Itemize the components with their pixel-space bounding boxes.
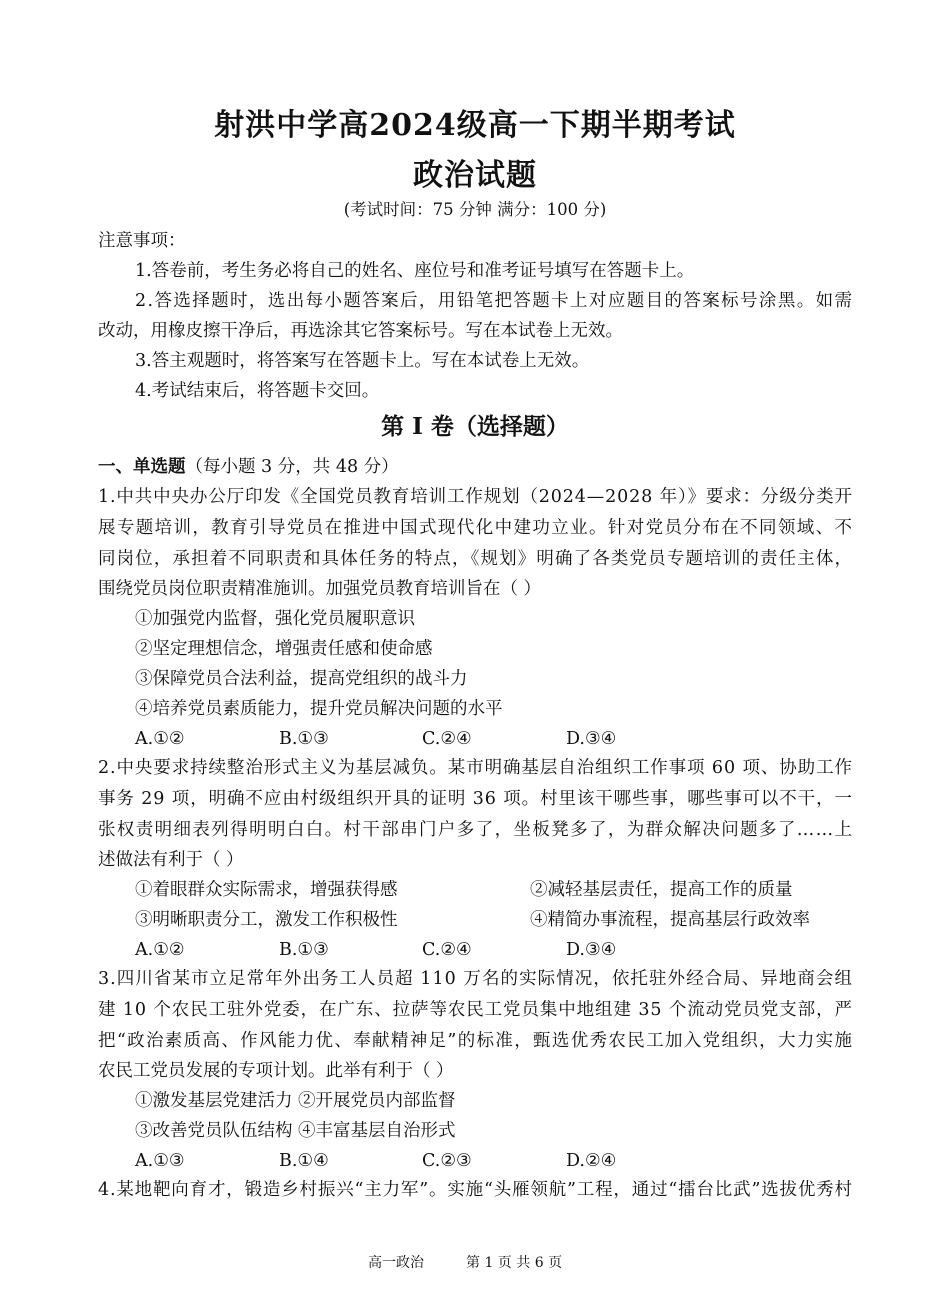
question-3-line: 农民工党员发展的专项计划。此举有利于（ ） bbox=[98, 1061, 454, 1081]
exam-info: (考试时间：75 分钟 满分：100 分) bbox=[343, 200, 607, 219]
part-heading bbox=[98, 459, 399, 477]
question-1-line: 围绕党员岗位职责精准施训。加强党员教育培训旨在（ ） bbox=[98, 579, 542, 599]
question-2-item: ①着眼群众实际需求，增强获得感 bbox=[135, 880, 398, 900]
section-title: 第 I 卷（选择题） bbox=[381, 413, 569, 440]
question-3-option-b: B.①④ bbox=[279, 1151, 329, 1171]
note-item: 改动，用橡皮擦干净后，再选涂其它答案标号。写在本试卷上无效。 bbox=[98, 321, 623, 341]
question-1-option-c: C.②④ bbox=[422, 729, 472, 749]
footer-subject: 高一政治 bbox=[368, 1255, 424, 1271]
part-label: 一、单选题 bbox=[98, 457, 186, 477]
question-2-item: ③明晰职责分工，激发工作积极性 bbox=[135, 910, 398, 930]
notes-heading: 注意事项： bbox=[98, 231, 186, 251]
question-1-line: 同岗位，承担着不同职责和具体任务的特点，《规划》明确了各类党员专题培训的责任主体， bbox=[98, 549, 854, 569]
question-3-line: 建 10 个农民工驻外党委，在广东、拉萨等农民工党员集中地组建 35 个流动党员党支部，严 bbox=[98, 1000, 853, 1020]
question-2-option-a: A.①② bbox=[135, 940, 185, 960]
question-3-option-d: D.②④ bbox=[566, 1151, 617, 1171]
question-2-line: 事务 29 项，明确不应由村级组织开具的证明 36 项。村里该干哪些事，哪些事可以不干，一 bbox=[98, 789, 853, 809]
footer-page-number: 第 1 页 共 6 页 bbox=[466, 1255, 563, 1271]
exam-title: 射洪中学高2024级高一下期半期考试 bbox=[214, 108, 736, 143]
question-2-item: ②减轻基层责任，提高工作的质量 bbox=[530, 880, 793, 900]
note-item: 4.考试结束后，将答题卡交回。 bbox=[135, 381, 380, 401]
question-1-line: 展专题培训，教育引导党员在推进中国式现代化中建功立业。针对党员分布在不同领域、不 bbox=[98, 518, 854, 538]
question-3-item: ③改善党员队伍结构 ④丰富基层自治形式 bbox=[135, 1121, 456, 1141]
question-2-option-c: C.②④ bbox=[422, 940, 472, 960]
question-2-item: ④精简办事流程，提高基层行政效率 bbox=[530, 910, 810, 930]
note-item: 1.答卷前，考生务必将自己的姓名、座位号和准考证号填写在答题卡上。 bbox=[135, 261, 695, 281]
subject-title: 政治试题 bbox=[413, 158, 537, 193]
question-3-item: ①激发基层党建活力 ②开展党员内部监督 bbox=[135, 1091, 456, 1111]
question-2-line: 述做法有利于（ ） bbox=[98, 850, 244, 870]
question-1-item: ②坚定理想信念，增强责任感和使命感 bbox=[135, 639, 433, 659]
question-3-line: 把“政治素质高、作风能力优、奉献精神足”的标准，甄选优秀农民工加入党组织，大力实施 bbox=[98, 1031, 854, 1051]
question-4-line: 4.某地靶向育才，锻造乡村振兴“主力军”。实施“头雁领航”工程，通过“擂台比武”选拔优秀村 bbox=[98, 1180, 853, 1200]
question-1-option-d: D.③④ bbox=[566, 729, 617, 749]
question-1-option-a: A.①② bbox=[135, 729, 185, 749]
question-3-option-a: A.①③ bbox=[135, 1151, 185, 1171]
note-item: 2.答选择题时，选出每小题答案后，用铅笔把答题卡上对应题目的答案标号涂黑。如需 bbox=[135, 291, 854, 311]
question-1-item: ④培养党员素质能力，提升党员解决问题的水平 bbox=[135, 699, 503, 719]
question-2-option-d: D.③④ bbox=[566, 940, 617, 960]
question-1-item: ③保障党员合法利益，提高党组织的战斗力 bbox=[135, 669, 468, 689]
part-note: （每小题 3 分，共 48 分） bbox=[185, 457, 399, 477]
question-1-item: ①加强党内监督，强化党员履职意识 bbox=[135, 609, 415, 629]
question-2-option-b: B.①③ bbox=[279, 940, 329, 960]
question-3-option-c: C.②③ bbox=[422, 1151, 472, 1171]
question-2-line: 2.中央要求持续整治形式主义为基层减负。某市明确基层自治组织工作事项 60 项、协助工作 bbox=[98, 758, 853, 778]
question-1-option-b: B.①③ bbox=[279, 729, 329, 749]
note-item: 3.答主观题时，将答案写在答题卡上。写在本试卷上无效。 bbox=[135, 351, 590, 371]
question-1-line: 1.中共中央办公厅印发《全国党员教育培训工作规划（2024—2028 年）》要求：分级分类开 bbox=[98, 487, 853, 507]
question-3-line: 3.四川省某市立足常年外出务工人员超 110 万名的实际情况，依托驻外经合局、异地商会组 bbox=[98, 969, 854, 989]
question-2-line: 张权责明细表列得明明白白。村干部串门户多了，坐板凳多了，为群众解决问题多了……上 bbox=[98, 820, 854, 840]
